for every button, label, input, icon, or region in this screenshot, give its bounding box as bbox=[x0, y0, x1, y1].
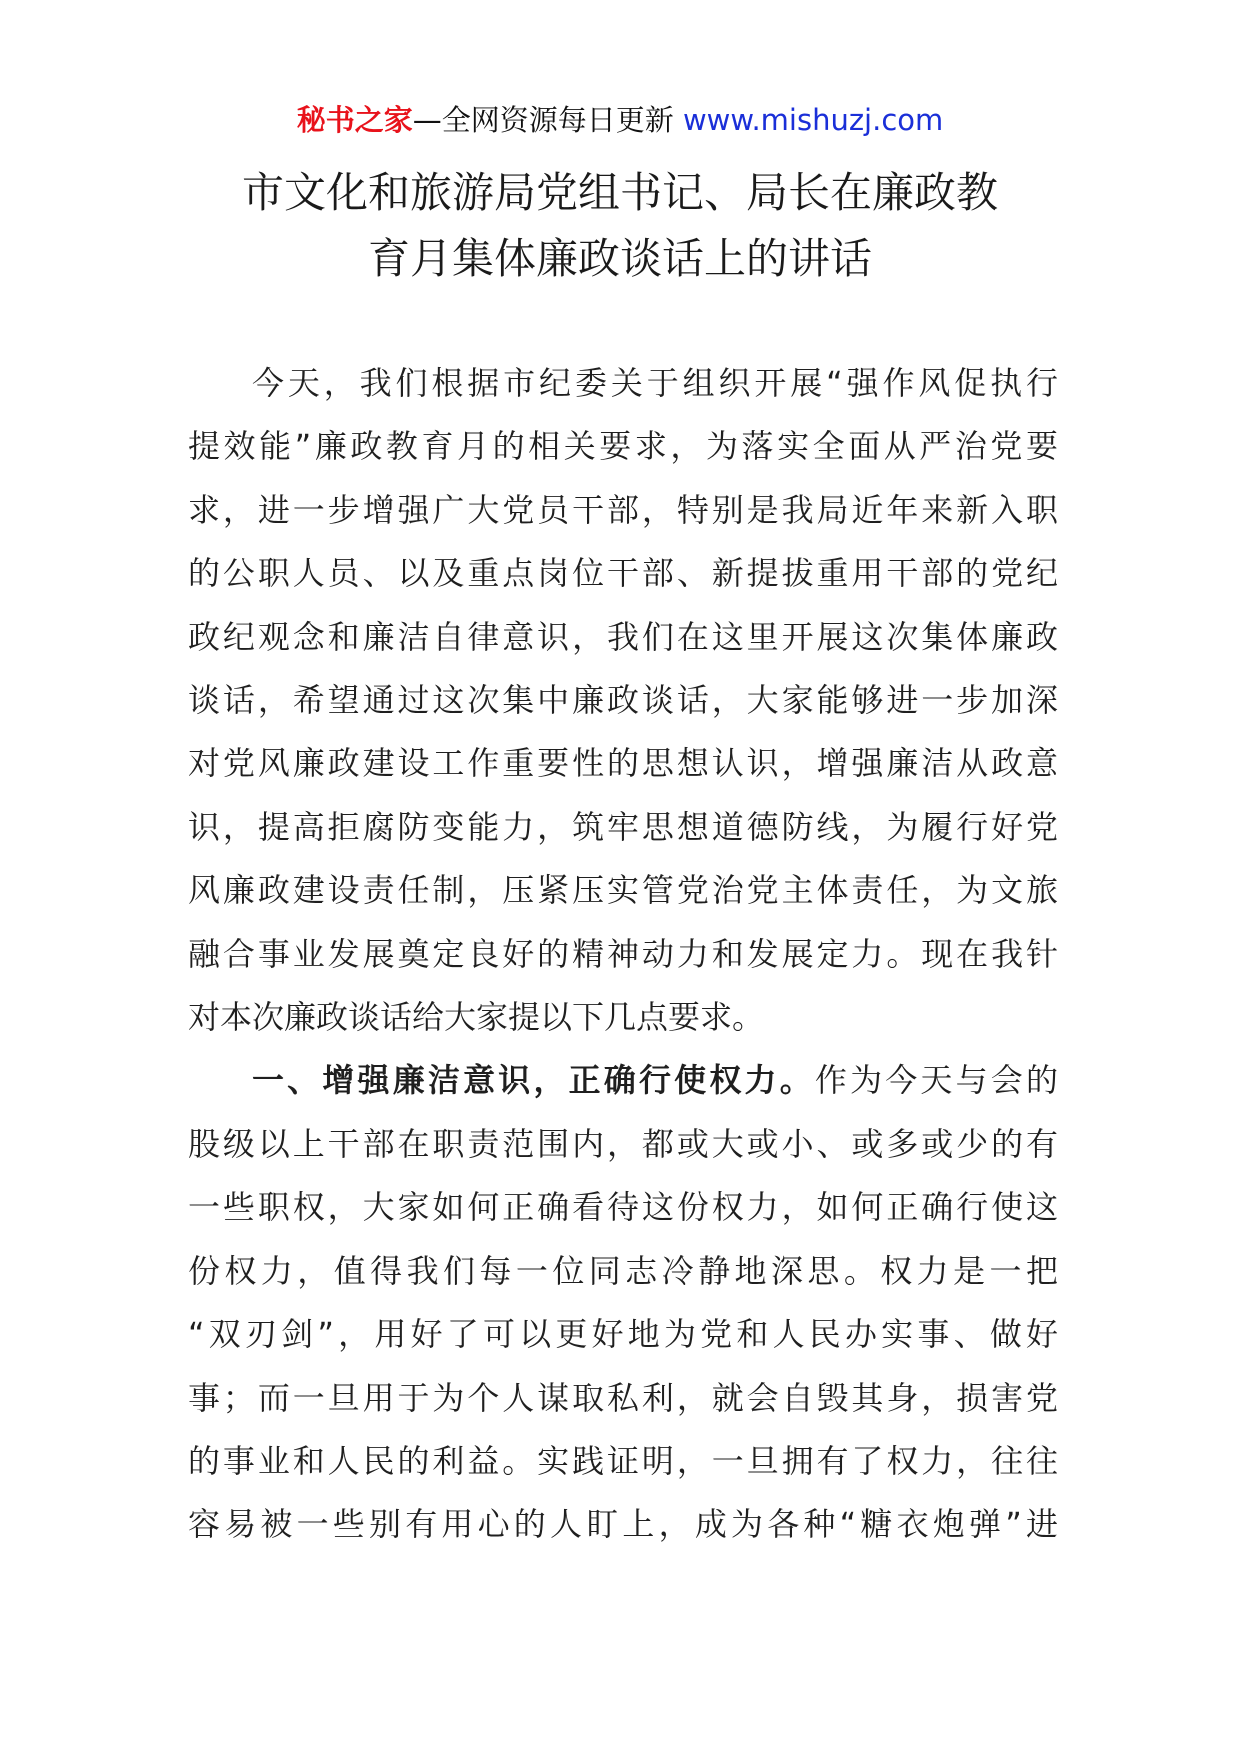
body-line: 今天，我们根据市纪委关于组织开展“强作风促执行 bbox=[252, 364, 1058, 402]
body-line: “双刃剑”，用好了可以更好地为党和人民办实事、做好 bbox=[188, 1315, 1058, 1354]
title-line: 育月集体廉政谈话上的讲话 bbox=[367, 234, 872, 283]
body-line: 融合事业发展奠定良好的精神动力和发展定力。现在我针 bbox=[188, 934, 1058, 973]
body-line: 的公职人员、以及重点岗位干部、新提拔重用干部的党纪 bbox=[188, 554, 1058, 593]
header-tagline: —全网资源每日更新 bbox=[412, 103, 674, 137]
body-line: 对党风廉政建设工作重要性的思想认识，增强廉洁从政意 bbox=[188, 744, 1058, 783]
page-header bbox=[0, 100, 1240, 140]
body-line: 风廉政建设责任制，压紧压实管党治党主体责任，为文旅 bbox=[188, 871, 1058, 910]
body-line: 容易被一些别有用心的人盯上，成为各种“糖衣炮弹”进 bbox=[188, 1505, 1058, 1544]
body-line: 一些职权，大家如何正确看待这份权力，如何正确行使这 bbox=[188, 1188, 1058, 1227]
section-heading: 一、增强廉洁意识，正确行使权力。 bbox=[252, 1061, 815, 1100]
body-line: 对本次廉政谈话给大家提以下几点要求。 bbox=[188, 998, 765, 1037]
body-line: 识，提高拒腐防变能力，筑牢思想道德防线，为履行好党 bbox=[188, 807, 1058, 846]
body-line: 求，进一步增强广大党员干部，特别是我局近年来新入职 bbox=[188, 490, 1058, 529]
site-link[interactable]: www.mishuzj.com bbox=[682, 103, 944, 137]
section-heading-line bbox=[188, 1049, 1058, 1112]
brand-name: 秘书之家 bbox=[296, 103, 413, 137]
body-line: 份权力，值得我们每一位同志冷静地深思。权力是一把 bbox=[188, 1251, 1058, 1290]
body-line: 的事业和人民的利益。实践证明，一旦拥有了权力，往往 bbox=[188, 1441, 1058, 1480]
body-line: 提效能”廉政教育月的相关要求，为落实全面从严治党要 bbox=[188, 427, 1058, 466]
body-line: 事；而一旦用于为个人谋取私利，就会自毁其身，损害党 bbox=[188, 1378, 1058, 1417]
body-line: 政纪观念和廉洁自律意识，我们在这里开展这次集体廉政 bbox=[188, 617, 1058, 656]
document-title bbox=[150, 160, 1090, 292]
document-body bbox=[188, 352, 1058, 1557]
title-line: 市文化和旅游局党组书记、局长在廉政教 bbox=[241, 168, 998, 217]
body-line-rest: 作为今天与会的 bbox=[814, 1061, 1058, 1100]
body-line: 谈话，希望通过这次集中廉政谈话，大家能够进一步加深 bbox=[188, 681, 1058, 720]
body-line: 股级以上干部在职责范围内，都或大或小、或多或少的有 bbox=[188, 1124, 1058, 1163]
